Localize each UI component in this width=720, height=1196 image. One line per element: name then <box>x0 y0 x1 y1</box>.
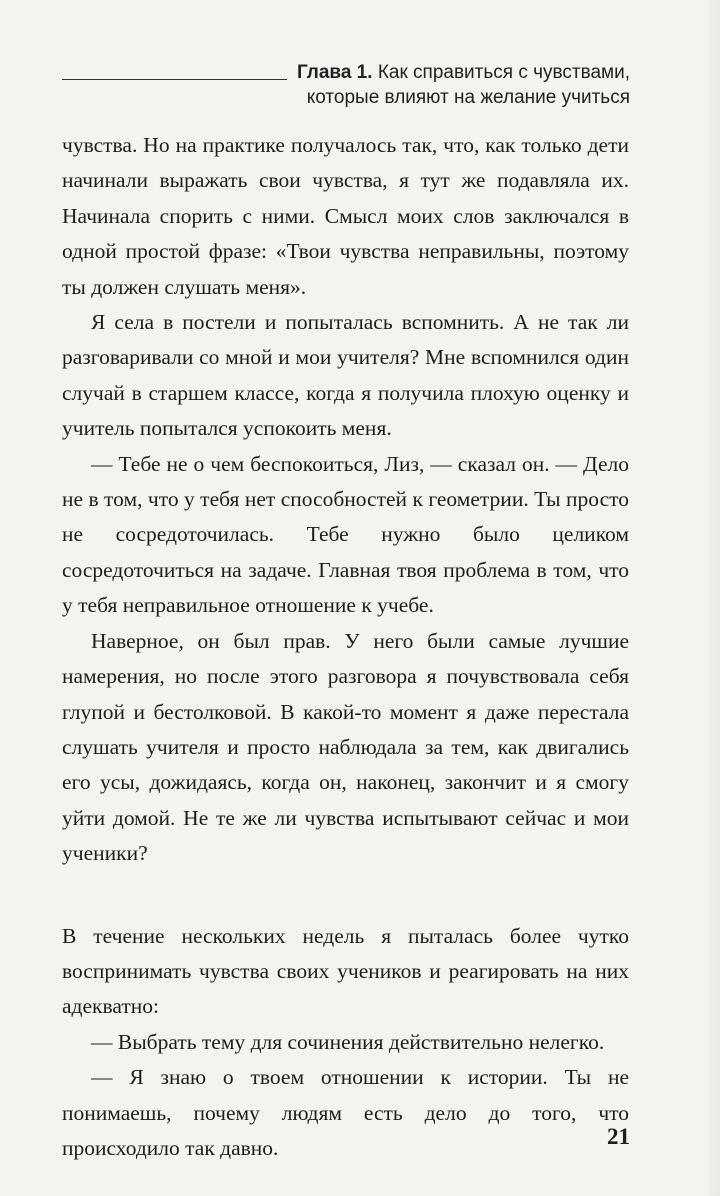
paragraph-3: — Тебе не о чем беспокоиться, Лиз, — сказал он. — Дело не в том, что у тебя нет способностей к геометрии. Ты просто не сосредоточилась. Тебе нужно было целиком сосредоточиться на задаче. Главная твоя проблема в том, что у тебя неправильное отношение к учебе. <box>62 451 629 618</box>
page-number: 21 <box>607 1124 630 1149</box>
paragraph-6: — Выбрать тему для сочинения действительно нелегко. <box>91 1029 605 1054</box>
paragraph-7: — Я знаю о твоем отношении к истории. Ты не понимаешь, почему людям есть дело до того, что происходило так давно. <box>62 1065 629 1160</box>
page-edge-shadow <box>706 0 720 1196</box>
header-rule <box>62 79 287 80</box>
chapter-title-line-2: которые влияют на желание учиться <box>306 87 630 108</box>
paragraph-5: В течение нескольких недель я пыталась более чутко воспринимать чувства своих учеников и реагировать на них адекватно: <box>62 923 629 1019</box>
body-text <box>62 128 629 1166</box>
running-header-line-1 <box>62 60 630 85</box>
running-header <box>62 60 630 110</box>
paragraph-2: Я села в постели и попыталась вспомнить. А не так ли разговаривали со мной и мои учителя? Мне вспомнился один случай в старшем классе, когда я получила плохую оценку и учитель попытался успокоить меня. <box>62 310 629 441</box>
chapter-title-line-1: Как справиться с чувствами, <box>377 62 630 83</box>
section-break <box>62 872 629 919</box>
paragraph-1: чувства. Но на практике получалось так, что, как только дети начинали выражать свои чувства, я тут же подавляла их. Начинала спорить с ними. Смысл моих слов заключался в одной простой фразе: «Твои чувства неправильны, поэтому ты должен слушать меня». <box>62 133 629 299</box>
chapter-label: Глава 1. <box>296 62 373 83</box>
paragraph-4: Наверное, он был прав. У него были самые лучшие намерения, но после этого разговора я почувствовала себя глупой и бестолковой. В какой-то момент я даже перестала слушать учителя и просто наблюдала за тем, как двигались его усы, дожидаясь, когда он, наконец, закончит и я смогу уйти домой. Не те же ли чувства испытывают сейчас и мои ученики? <box>62 628 629 866</box>
